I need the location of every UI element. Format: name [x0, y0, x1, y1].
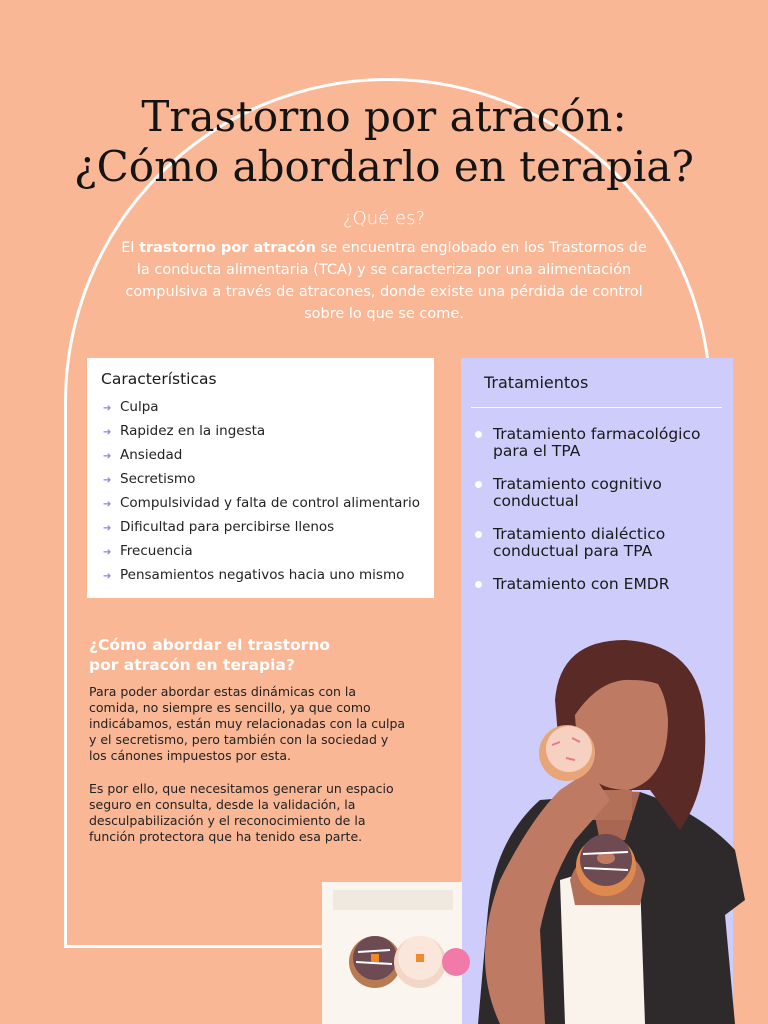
list-item: Tratamiento cognitivo conductual: [475, 476, 725, 510]
list-item-label: Frecuencia: [120, 543, 193, 559]
arrow-icon: ➔: [103, 475, 112, 486]
list-item: Tratamiento dialéctico conductual para TPA: [475, 526, 725, 560]
intro-bold-term: trastorno por atracón: [139, 240, 317, 256]
caracteristicas-title: Características: [101, 370, 217, 388]
abordaje-title: ¿Cómo abordar el trastorno por atracón en terapia?: [89, 636, 330, 674]
abordaje-paragraph-1: Para poder abordar estas dinámicas con la comida, no siempre es sencillo, ya que como indicábamos, están muy relacionadas con la culpa y el secretismo, pero también con la sociedad y los cánones impuestos por esta.: [89, 684, 406, 763]
arrow-icon: ➔: [103, 403, 112, 414]
page-title-line-2: ¿Cómo abordarlo en terapia?: [74, 142, 694, 191]
list-item-label: Compulsividad y falta de control alimentario: [120, 495, 421, 511]
intro-heading: ¿Qué es?: [342, 208, 426, 229]
list-item-label: Ansiedad: [120, 447, 183, 463]
list-item: Tratamiento con EMDR: [475, 576, 725, 593]
tratamientos-title: Tratamientos: [484, 373, 589, 392]
intro-text-after: se encuentra englobado en los Trastornos de la conducta alimentaria (TCA) y se caracteriza por una alimentación compulsiva a través de atracones, donde existe una pérdida de control sobre lo que se come.: [125, 240, 647, 322]
woman-figure: [478, 640, 745, 1024]
list-item-label: Rapidez en la ingesta: [120, 423, 266, 439]
page-title-line-1: Trastorno por atracón:: [141, 92, 627, 141]
list-item: Tratamiento farmacológico para el TPA: [475, 426, 725, 460]
arrow-icon: ➔: [103, 427, 112, 438]
abordaje-paragraph-2: Es por ello, que necesitamos generar un espacio seguro en consulta, desde la validación, la desculpabilización y el reconocimiento de la función protectora que ha tenido esa parte.: [89, 781, 394, 844]
arrow-icon: ➔: [103, 547, 112, 558]
arrow-icon: ➔: [103, 571, 112, 582]
list-item-label: Secretismo: [120, 471, 196, 487]
intro-text-before: El: [121, 240, 140, 256]
box-donuts-illustration: [349, 936, 470, 988]
arrow-icon: ➔: [103, 499, 112, 510]
list-item-label: Dificultad para percibirse llenos: [120, 519, 335, 535]
arrow-icon: ➔: [103, 523, 112, 534]
list-item-label: Culpa: [120, 399, 159, 415]
arrow-icon: ➔: [103, 451, 112, 462]
list-item-label: Pensamientos negativos hacia uno mismo: [120, 567, 405, 583]
